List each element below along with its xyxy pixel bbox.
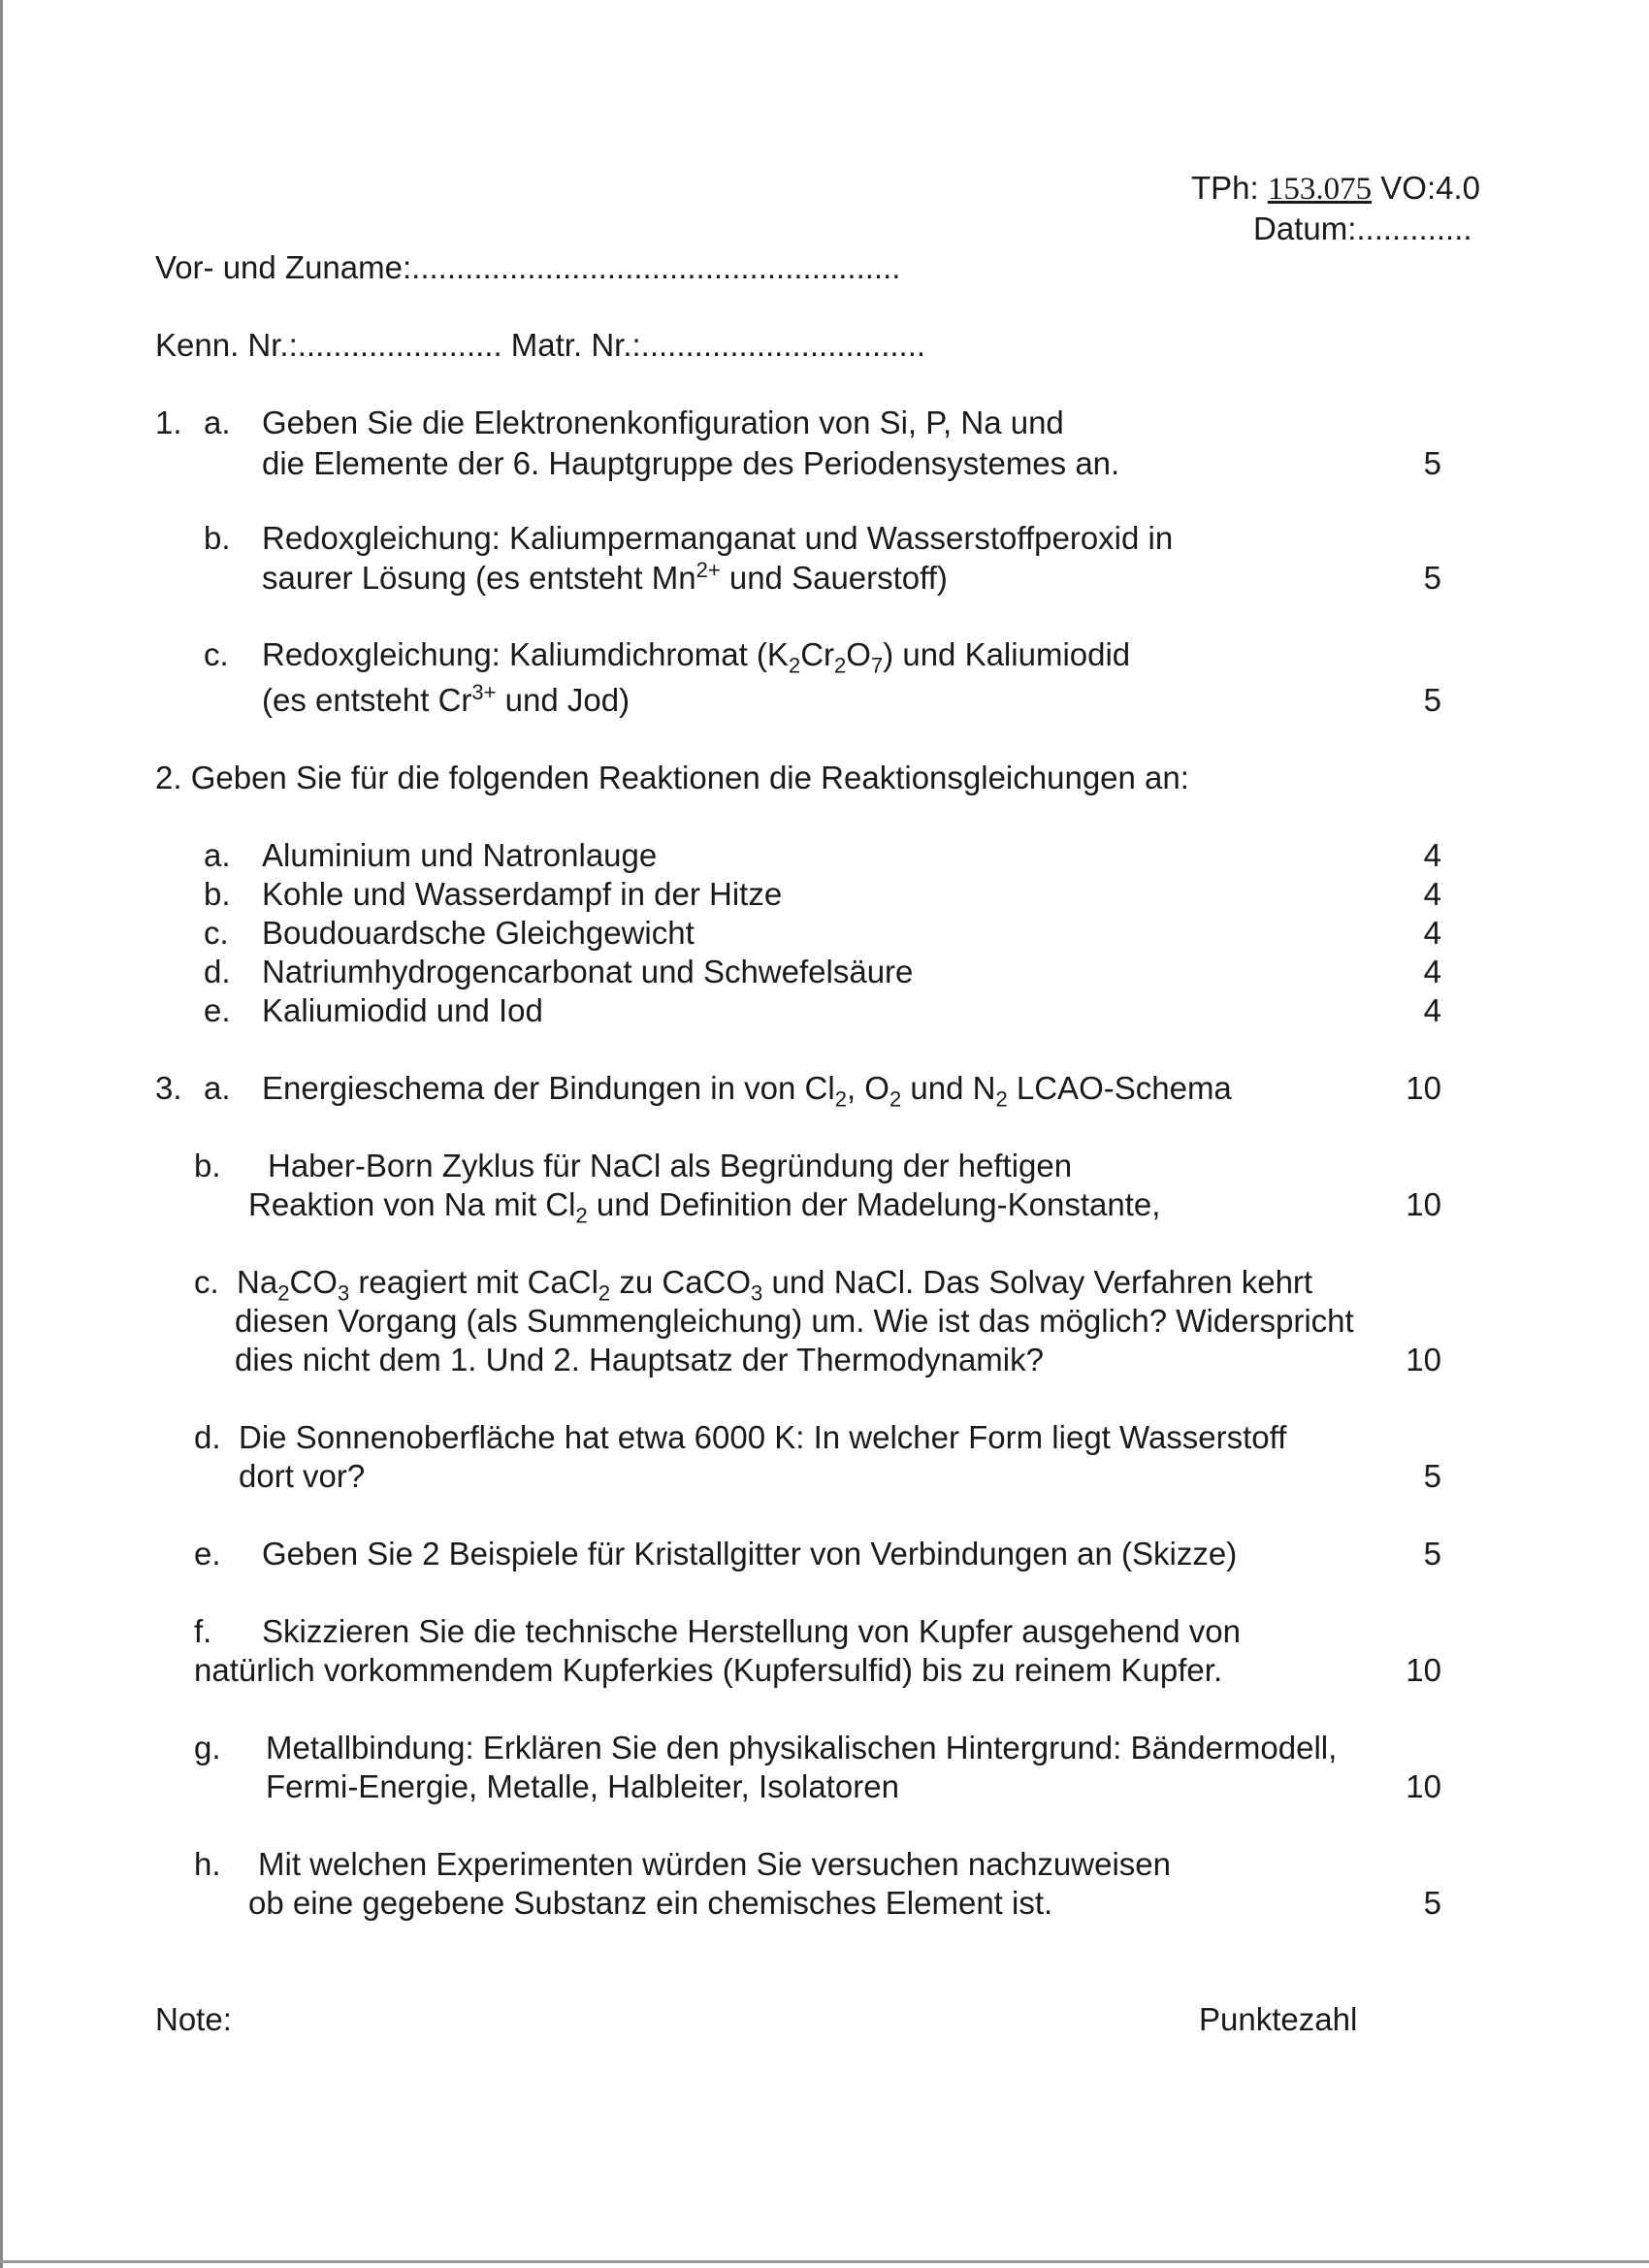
q2-item-text: Aluminium und Natronlauge (262, 837, 658, 873)
q3d-letter: d. (194, 1419, 221, 1455)
q2-item-points: 4 (1423, 876, 1441, 912)
q3e-points: 5 (1423, 1536, 1441, 1571)
q1a-points: 5 (1423, 445, 1441, 481)
q3h-points: 5 (1423, 1885, 1441, 1921)
q3g-text-line1: Metallbindung: Erklären Sie den physikalischen Hintergrund: Bändermodell, (266, 1730, 1338, 1766)
q2-item-letter: d. (204, 954, 231, 989)
q1c-points: 5 (1423, 682, 1441, 718)
q1c-letter: c. (204, 636, 229, 672)
punktezahl-label: Punktezahl (1199, 2001, 1358, 2037)
q3b-letter: b. (194, 1148, 221, 1183)
q3c-text-line1: $Na_2CO_3$ reagiert mit CaCl$_2$ zu CaCO$_3$ und NaCl. Das Solvay Verfahren kehrt (237, 1264, 1313, 1306)
q3b-text-line2: Reaktion von Na mit $Cl_2$ und Definition der Madelung-Konstante, (248, 1186, 1161, 1228)
q1b-letter: b. (204, 520, 231, 556)
q1b-text-line1: Redoxgleichung: Kaliumpermanganat und Wasserstoffperoxid in (262, 520, 1174, 556)
tph-number: 153.075 (1267, 172, 1373, 207)
q3f-text-line1: Skizzieren Sie die technische Herstellung von Kupfer ausgehend von (262, 1613, 1241, 1649)
q2-item-letter: c. (204, 915, 229, 951)
q1b-points: 5 (1423, 560, 1441, 596)
q3f-letter: f. (194, 1613, 212, 1649)
name-field: Vor- und Zuname:....................................................... (155, 249, 901, 285)
q3b-text-line1: Haber-Born Zyklus für NaCl als Begründung der heftigen (268, 1148, 1073, 1183)
datum-field: Datum:............. (1253, 211, 1472, 246)
q3g-letter: g. (194, 1730, 221, 1766)
q3d-text-line1: Die Sonnenoberfläche hat etwa 6000 K: In welcher Form liegt Wasserstoff (239, 1419, 1287, 1455)
q2-item-points: 4 (1423, 837, 1441, 873)
q2-item-text: Boudouardsche Gleichgewicht (262, 915, 695, 951)
q2-item-text: Kaliumiodid und Iod (262, 992, 543, 1028)
q3a-text: Energieschema der Bindungen in von $Cl_2$, $O_2$ und $N_2$ LCAO-Schema (262, 1070, 1232, 1112)
q2-item-letter: b. (204, 876, 231, 912)
vo-label: VO:4.0 (1380, 170, 1481, 206)
q3c-points: 10 (1406, 1342, 1441, 1377)
q2-item-text: Kohle und Wasserdampf in der Hitze (262, 876, 783, 912)
q2-item-letter: a. (204, 837, 231, 873)
q3d-text-line2: dort vor? (239, 1458, 366, 1494)
tph-label: TPh: (1191, 170, 1259, 206)
q3b-points: 10 (1406, 1186, 1441, 1222)
q2-item-points: 4 (1423, 915, 1441, 951)
q1b-text-line2: saurer Lösung (es entsteht $Mn^{2+}$ und Sauerstoff) (262, 558, 948, 596)
q2-item-letter: e. (204, 992, 231, 1028)
q2-item-points: 4 (1423, 954, 1441, 989)
q3c-text-line3: dies nicht dem 1. Und 2. Hauptsatz der Thermodynamik? (235, 1342, 1044, 1377)
q2-item-points: 4 (1423, 992, 1441, 1028)
matr-nr-field: Matr. Nr.:................................ (510, 327, 926, 363)
scan-edge-bottom (0, 2260, 1649, 2263)
scan-edge-left (0, 0, 3, 2268)
q3h-text-line1: Mit welchen Experimenten würden Sie versuchen nachzuweisen (258, 1846, 1171, 1882)
q3g-text-line2: Fermi-Energie, Metalle, Halbleiter, Isolatoren (266, 1768, 899, 1804)
q3d-points: 5 (1423, 1458, 1441, 1494)
q2-title: 2. Geben Sie für die folgenden Reaktionen die Reaktionsgleichungen an: (155, 760, 1189, 795)
q3a-letter: a. (204, 1070, 231, 1106)
q3-number: 3. (155, 1070, 182, 1106)
q1c-text-line1: Redoxgleichung: Kaliumdichromat $(K_2Cr_2O_7)$ und Kaliumiodid (262, 636, 1131, 678)
q1-number: 1. (155, 405, 182, 440)
q3g-points: 10 (1406, 1768, 1441, 1804)
q3h-text-line2: ob eine gegebene Substanz ein chemisches Element ist. (248, 1885, 1053, 1921)
q3h-letter: h. (194, 1846, 221, 1882)
q1a-letter: a. (204, 405, 231, 440)
q1a-text-line1: Geben Sie die Elektronenkonfiguration von Si, P, Na und (262, 405, 1064, 440)
q1a-text-line2: die Elemente der 6. Hauptgruppe des Periodensystemes an. (262, 445, 1120, 481)
q1c-text-line2: (es entsteht $Cr^{3+}$ und Jod) (262, 680, 630, 718)
kenn-nr-field: Kenn. Nr.:....................... (155, 327, 502, 363)
q3e-letter: e. (194, 1536, 221, 1571)
q3f-points: 10 (1406, 1652, 1441, 1688)
q3a-points: 10 (1406, 1070, 1441, 1106)
q3c-letter: c. (194, 1264, 219, 1300)
q2-item-text: Natriumhydrogencarbonat und Schwefelsäure (262, 954, 914, 989)
kenn-field (155, 326, 925, 365)
note-label: Note: (155, 2001, 232, 2037)
course-code (1191, 169, 1480, 209)
q3f-text-line2: natürlich vorkommendem Kupferkies (Kupfersulfid) bis zu reinem Kupfer. (194, 1652, 1223, 1688)
q3e-text: Geben Sie 2 Beispiele für Kristallgitter von Verbindungen an (Skizze) (262, 1536, 1238, 1571)
q3c-text-line2: diesen Vorgang (als Summengleichung) um. Wie ist das möglich? Widerspricht (235, 1303, 1354, 1339)
